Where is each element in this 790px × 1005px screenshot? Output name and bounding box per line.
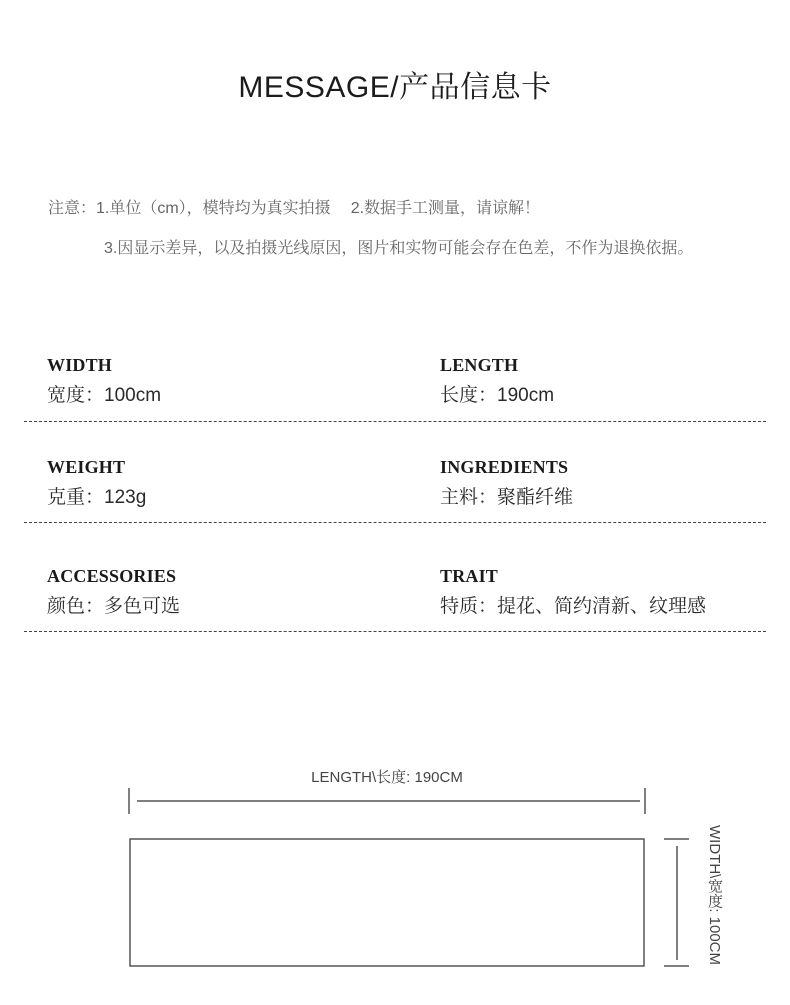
spec-value: 颜色：多色可选 (47, 596, 181, 617)
note-line-2: 3.因显示差异，以及拍摄光线原因，图片和实物可能会存在色差，不作为退换依据。 (104, 240, 694, 257)
spec-value: 宽度：100cm (47, 385, 162, 406)
spec-label-en: LENGTH (440, 355, 519, 375)
spec-label-en: ACCESSORIES (47, 566, 177, 586)
spec-value: 主料：聚酯纤维 (440, 487, 574, 508)
width-dimension-label: WIDTH\宽度: 100CM (706, 825, 723, 966)
spec-value: 长度：190cm (440, 385, 555, 406)
length-dimension-label: LENGTH\长度: 190CM (311, 769, 463, 786)
note-unit-text: 注意：1.单位（cm），模特均为真实拍摄 (48, 200, 331, 217)
spec-label-en: TRAIT (440, 566, 499, 586)
spec-label-en: WEIGHT (47, 457, 126, 477)
spec-label-en: WIDTH (47, 355, 113, 375)
width-dimension-line (664, 839, 689, 966)
spec-label-en: INGREDIENTS (440, 457, 569, 477)
note-measure-text: 2.数据手工测量，请谅解！ (350, 200, 541, 217)
spec-value: 特质：提花、简约清新、纹理感 (440, 596, 707, 617)
product-outline (130, 839, 644, 966)
length-dimension-line (129, 788, 645, 814)
spec-value: 克重：123g (47, 487, 147, 508)
page-title: MESSAGE/产品信息卡 (238, 71, 552, 104)
